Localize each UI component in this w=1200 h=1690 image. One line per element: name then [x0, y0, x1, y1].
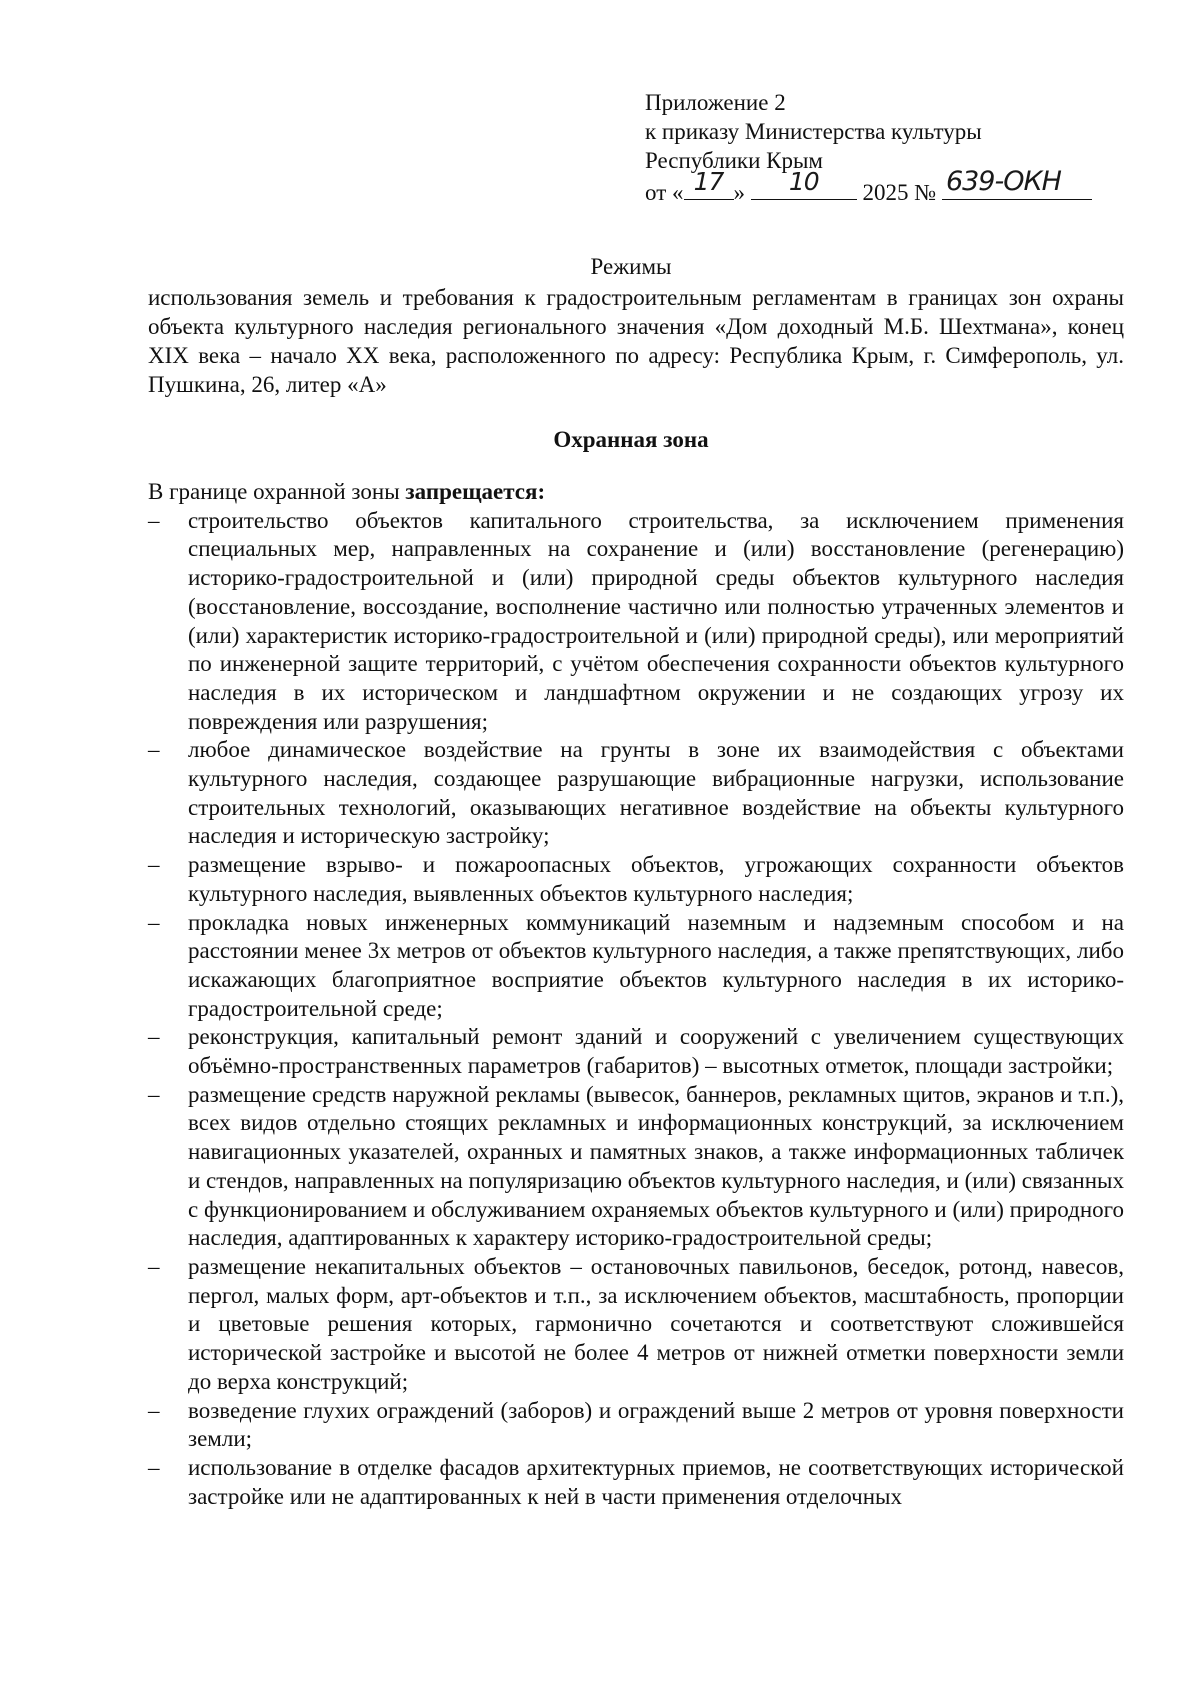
date-month-field [751, 167, 857, 200]
list-dash: – [148, 852, 160, 878]
date-day-handwritten: 17 [693, 167, 724, 196]
intro-bold: запрещается: [405, 479, 546, 504]
list-item-text: размещение средств наружной рекламы (вывесок, баннеров, рекламных щитов, экранов и т.п.), всех видов отдельно стоящих рекламных и информационных конструкций, за исключением навигационных указателей, охранных и памятных знаков, а также информационных табличек и стендов, направленных на популяризацию объектов культурного наследия, и (или) связанных с функционированием и обслуживанием охраняемых объектов культурного и (или) природного наследия, адаптированных к характеру историко-градостроительной среды; [188, 1081, 1124, 1251]
list-item-text: размещение некапитальных объектов – остановочных павильонов, беседок, ротонд, навесов, пергол, малых форм, арт-объектов и т.п., за исключением объектов, масштабность, пропорции и цветовые решения которых, гармонично сочетаются и соответствуют сложившейся исторической застройке и высотой не более 4 метров от нижней отметки поверхности земли до верха конструкций; [188, 1253, 1124, 1394]
list-item [148, 736, 1124, 851]
date-day-field [684, 167, 734, 200]
list-item [148, 1081, 1124, 1253]
list-dash: – [148, 1253, 160, 1279]
date-month-handwritten: 10 [788, 167, 819, 196]
list-dash: – [148, 507, 160, 533]
list-item-text: прокладка новых инженерных коммуникаций наземным и надземным способом и на расстоянии менее 3х метров от объектов культурного наследия, а также препятствующих, либо искажающих благоприятное восприятие объектов культурного наследия в их историко-градостроительной среде; [188, 909, 1124, 1021]
appendix-line-3: Республики Крым [645, 148, 823, 173]
document-subtitle: использования земель и требования к градостроительным регламентам в границах зон охраны объекта культурного наследия регионального значения «Дом доходный М.Б. Шехтмана», конец XIX века – начало XX века, расположенного по адресу: Республика Крым, г. Симферополь, ул. Пушкина, 26, литер «А» [148, 285, 1124, 397]
section-content [148, 478, 1124, 1511]
intro-prefix: В границе охранной зоны [148, 479, 406, 504]
list-item [148, 909, 1124, 1024]
list-dash: – [148, 737, 160, 763]
section-intro [148, 478, 1124, 507]
list-dash: – [148, 1081, 160, 1107]
date-year: 2025 № [862, 180, 937, 205]
list-item-text: возведение глухих ограждений (заборов) и ограждений выше 2 метров от уровня поверхности земли; [188, 1397, 1124, 1452]
appendix-line-1: Приложение 2 [645, 90, 786, 115]
list-item-text: строительство объектов капитального строительства, за исключением применения специальных мер, направленных на сохранение и (или) восстановление (регенерацию) историко-градостроительной и (или) природной среды объектов культурного наследия (восстановление, воссоздание, восполнение частично или полностью утраченных элементов и (или) характеристик историко-градостроительной и (или) природной среды), или мероприятий по инженерной защите территорий, с учётом обеспечения сохранности объектов культурного наследия в их историческом и ландшафтном окружении и не создающих угрозу их повреждения или разрушения; [188, 507, 1124, 734]
list-item-text: размещение взрыво- и пожароопасных объектов, угрожающих сохранности объектов культурного наследия, выявленных объектов культурного наследия; [188, 852, 1124, 906]
list-item [148, 507, 1124, 737]
list-item-text: любое динамическое воздействие на грунты в зоне их взаимодействия с объектами культурного наследия, создающее разрушающие вибрационные нагрузки, использование строительных технологий, оказывающих негативное воздействие на объекты культурного наследия и историческую застройку; [188, 737, 1124, 849]
list-item [148, 1023, 1124, 1080]
list-dash: – [148, 1397, 160, 1423]
list-item-text: использование в отделке фасадов архитектурных приемов, не соответствующих исторической застройке или не адаптированных к ней в части применения отделочных [188, 1454, 1124, 1509]
doc-number-field [942, 166, 1092, 200]
prohibited-list [148, 507, 1124, 1512]
appendix-line-2: к приказу Министерства культуры [645, 119, 982, 144]
document-title: Режимы [590, 254, 672, 279]
appendix-header [645, 88, 1105, 207]
list-dash: – [148, 1024, 160, 1050]
list-item [148, 851, 1124, 908]
section-title: Охранная зона [553, 427, 709, 452]
list-item-text: реконструкция, капитальный ремонт зданий и сооружений с увеличением существующих объёмно-пространственных параметров (габаритов) – высотных отметок, площади застройки; [188, 1024, 1124, 1079]
date-mid: » [733, 180, 745, 205]
date-prefix: от « [645, 180, 684, 205]
list-item [148, 1253, 1124, 1397]
appendix-date-line [645, 166, 1105, 207]
list-dash: – [148, 1454, 160, 1480]
list-dash: – [148, 909, 160, 935]
list-item [148, 1454, 1124, 1511]
list-item [148, 1397, 1124, 1454]
doc-number-handwritten: 639-ОКН [945, 166, 1061, 197]
